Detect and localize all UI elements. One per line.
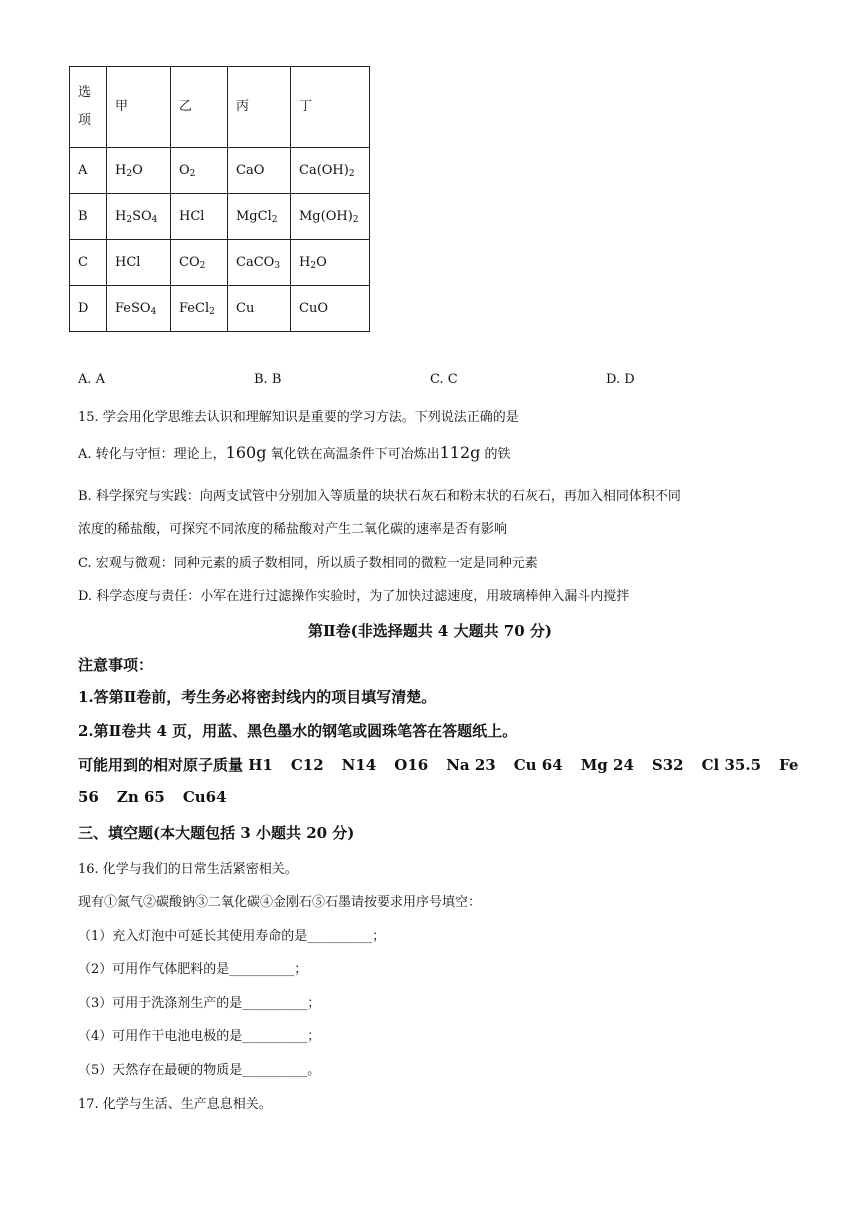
option-a-mass-1: 160g	[225, 443, 267, 462]
question-16-item-5[interactable]: （5）天然存在最硬的物质是__________。	[78, 1063, 321, 1078]
header-cell-jia: 甲	[107, 67, 171, 148]
cell-jia: HCl	[107, 240, 171, 286]
question-16-item-2[interactable]: （2）可用作气体肥料的是__________；	[78, 962, 308, 977]
question-17-stem: 17. 化学与生活、生产息息相关。	[78, 1097, 272, 1112]
options-table	[69, 66, 370, 332]
question-15-option-b-line2[interactable]: 浓度的稀盐酸，可探究不同浓度的稀盐酸对产生二氧化碳的速率是否有影响	[78, 522, 508, 537]
header-cell-option: 选 项	[70, 67, 107, 148]
question-16-item-4[interactable]: （4）可用作干电池电极的是__________；	[78, 1029, 321, 1044]
row-label: D	[70, 286, 107, 332]
cell-ding: $Mg(OH)_2$	[291, 194, 370, 240]
cell-bing: CaO	[228, 148, 291, 194]
header-cell-ding: 丁	[291, 67, 370, 148]
cell-yi: FeCl$_2$	[171, 286, 228, 332]
atomic-mass-line-1: 可能用到的相对原子质量 H1 C12 N14 O16 Na 23 Cu 64 Mg 24 S32 Cl 35.5 Fe	[78, 756, 799, 774]
table-row	[70, 286, 370, 332]
choice-d[interactable]: D. D	[606, 372, 635, 387]
cell-ding: $H_2O$	[291, 240, 370, 286]
cell-yi: $CO_2$	[171, 240, 228, 286]
note-1: 1.答第Ⅱ卷前，考生务必将密封线内的项目填写清楚。	[78, 688, 437, 706]
cell-yi: HCl	[171, 194, 228, 240]
section-2-title: 第Ⅱ卷(非选择题共 4 大题共 70 分)	[307, 622, 553, 640]
cell-ding: $Ca(OH)_2$	[291, 148, 370, 194]
table-row	[70, 240, 370, 286]
header-cell-yi: 乙	[171, 67, 228, 148]
row-label: C	[70, 240, 107, 286]
row-label: B	[70, 194, 107, 240]
question-15-option-b-line1[interactable]: B. 科学探究与实践：向两支试管中分别加入等质量的块状石灰石和粉末状的石灰石，再加入相同体积不同	[78, 489, 681, 504]
question-16-intro: 现有①氮气②碳酸钠③二氧化碳④金刚石⑤石墨请按要求用序号填空：	[78, 895, 482, 910]
cell-jia: $H_2SO_4$	[107, 194, 171, 240]
option-a-text-mid: 氧化铁在高温条件下可冶炼出	[266, 447, 440, 462]
row-label: A	[70, 148, 107, 194]
question-16-item-3[interactable]: （3）可用于洗涤剂生产的是__________；	[78, 996, 321, 1011]
choice-a[interactable]: A. A	[78, 372, 106, 387]
table-row	[70, 194, 370, 240]
cell-yi: $O_2$	[171, 148, 228, 194]
table-header-row	[70, 67, 370, 148]
question-15-option-d[interactable]: D. 科学态度与责任：小军在进行过滤操作实验时，为了加快过滤速度，用玻璃棒伸入漏斗内搅拌	[78, 589, 630, 604]
option-a-mass-2: 112g	[439, 443, 481, 462]
choice-c[interactable]: C. C	[430, 372, 458, 387]
cell-bing: MgCl$_2$	[228, 194, 291, 240]
notes-title: 注意事项：	[78, 656, 154, 674]
header-cell-bing: 丙	[228, 67, 291, 148]
option-a-text-start: A. 转化与守恒：理论上，	[78, 447, 226, 462]
choice-b[interactable]: B. B	[254, 372, 282, 387]
cell-bing: CaCO$_3$	[228, 240, 291, 286]
question-15-option-a[interactable]	[78, 443, 511, 462]
atomic-mass-line-2: 56 Zn 65 Cu64	[78, 788, 227, 806]
cell-bing: Cu	[228, 286, 291, 332]
question-16-item-1[interactable]: （1）充入灯泡中可延长其使用寿命的是__________；	[78, 929, 386, 944]
question-15-stem: 15. 学会用化学思维去认识和理解知识是重要的学习方法。下列说法正确的是	[78, 410, 519, 425]
question-16-stem: 16. 化学与我们的日常生活紧密相关。	[78, 862, 298, 877]
note-2: 2.第Ⅱ卷共 4 页，用蓝、黑色墨水的钢笔或圆珠笔答在答题纸上。	[78, 722, 518, 740]
cell-jia: $H_2O$	[107, 148, 171, 194]
cell-jia: FeSO$_4$	[107, 286, 171, 332]
option-a-text-end: 的铁	[480, 447, 511, 462]
question-15-option-c[interactable]: C. 宏观与微观：同种元素的质子数相同，所以质子数相同的微粒一定是同种元素	[78, 556, 538, 571]
cell-ding: CuO	[291, 286, 370, 332]
section-3-title: 三、填空题(本大题包括 3 小题共 20 分)	[78, 824, 355, 842]
table-row	[70, 148, 370, 194]
